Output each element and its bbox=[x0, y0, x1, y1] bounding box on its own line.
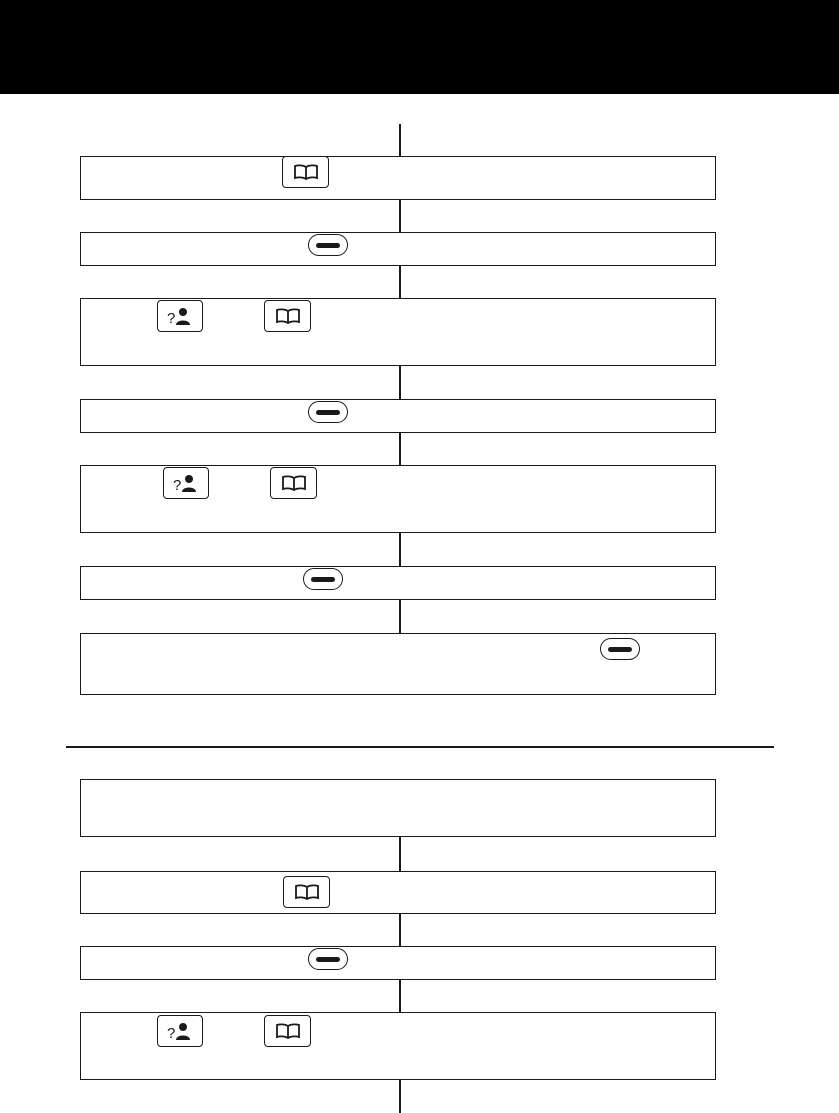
flow-connector bbox=[399, 200, 401, 232]
step-box bbox=[80, 156, 716, 200]
pill-bar bbox=[316, 410, 340, 415]
flow-connector bbox=[399, 266, 401, 298]
step-box bbox=[80, 566, 716, 600]
flow-connector bbox=[399, 533, 401, 566]
menu-select-button[interactable] bbox=[308, 401, 348, 423]
flow-connector bbox=[399, 600, 401, 633]
pill-bar bbox=[608, 647, 632, 652]
step-box bbox=[80, 399, 716, 433]
flow-connector bbox=[399, 124, 401, 156]
flow-connector bbox=[399, 914, 401, 946]
header-bar bbox=[0, 0, 839, 94]
step-box bbox=[80, 779, 716, 837]
svg-text:?: ? bbox=[167, 1025, 176, 1042]
phonebook-key[interactable] bbox=[270, 467, 317, 499]
book-icon bbox=[281, 475, 307, 491]
caller-id-key[interactable] bbox=[157, 300, 203, 332]
menu-select-button[interactable] bbox=[308, 234, 348, 256]
caller-id-icon bbox=[166, 305, 194, 327]
phonebook-key[interactable] bbox=[282, 156, 329, 188]
pill-bar bbox=[316, 243, 340, 248]
flow-connector bbox=[399, 837, 401, 871]
step-box bbox=[80, 232, 716, 266]
menu-select-button[interactable] bbox=[303, 568, 343, 590]
book-icon bbox=[293, 164, 319, 180]
step-box bbox=[80, 871, 716, 914]
book-icon bbox=[275, 1023, 301, 1039]
menu-select-button[interactable] bbox=[308, 948, 348, 970]
flow-connector bbox=[399, 366, 401, 399]
book-icon bbox=[275, 308, 301, 324]
phonebook-key[interactable] bbox=[283, 876, 330, 908]
menu-select-button[interactable] bbox=[600, 638, 640, 660]
phonebook-key[interactable] bbox=[264, 1015, 311, 1047]
step-box bbox=[80, 946, 716, 980]
phonebook-key[interactable] bbox=[264, 300, 311, 332]
flow-connector bbox=[399, 433, 401, 465]
caller-id-icon bbox=[172, 472, 200, 494]
flow-connector bbox=[399, 980, 401, 1012]
svg-text:?: ? bbox=[173, 477, 182, 494]
caller-id-icon bbox=[166, 1020, 194, 1042]
book-icon bbox=[294, 884, 320, 900]
flow-connector bbox=[399, 1080, 401, 1113]
caller-id-key[interactable] bbox=[157, 1015, 203, 1047]
pill-bar bbox=[311, 577, 335, 582]
section-divider bbox=[66, 746, 774, 748]
svg-text:?: ? bbox=[167, 310, 176, 327]
caller-id-key[interactable] bbox=[163, 467, 209, 499]
pill-bar bbox=[316, 957, 340, 962]
